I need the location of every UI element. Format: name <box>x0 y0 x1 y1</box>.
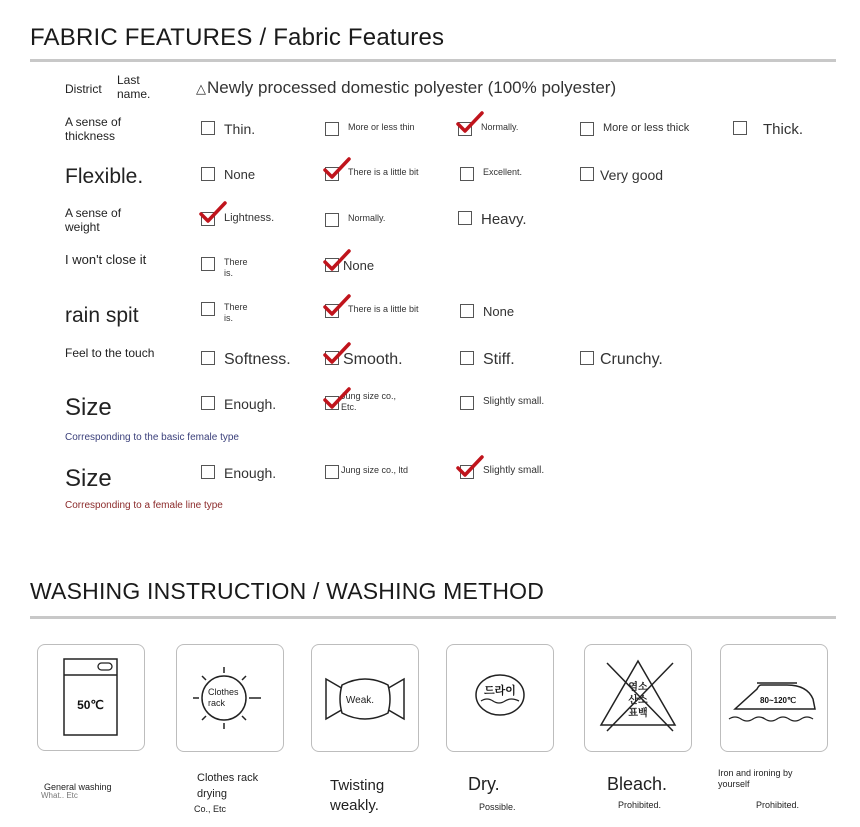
washing-title: WASHING INSTRUCTION / WASHING METHOD <box>30 578 545 604</box>
row-label-thickness: A sense of thickness <box>65 115 122 144</box>
checkbox-checked[interactable] <box>458 122 472 136</box>
rack-card <box>176 644 284 752</box>
checkbox-checked[interactable] <box>325 258 339 272</box>
option-there-is[interactable]: There is. <box>201 257 254 279</box>
iron-icon-text: 80~120℃ <box>760 696 796 705</box>
option-stiff[interactable]: Stiff. <box>460 351 515 369</box>
wash-temp-text: 50℃ <box>77 698 104 712</box>
checkbox-checked[interactable] <box>325 351 339 365</box>
option-enough[interactable]: Enough. <box>201 396 276 412</box>
washtub-icon <box>38 645 144 750</box>
wash-sub: What.. Etc <box>41 791 78 800</box>
option-enough-line[interactable]: Enough. <box>201 465 276 481</box>
twist-icon <box>312 645 418 751</box>
checkbox-checked[interactable] <box>325 167 339 181</box>
bleach-sub: Prohibited. <box>618 800 662 810</box>
option-none[interactable]: None <box>201 167 255 182</box>
row-label-rain-spit: rain spit <box>65 304 139 327</box>
row-label-touch: Feel to the touch <box>65 346 155 360</box>
checkbox-checked[interactable] <box>201 212 215 226</box>
checkbox[interactable] <box>325 122 339 136</box>
option-jung-size-line[interactable]: Jung size co., ltd <box>325 465 408 479</box>
option-normally[interactable]: Normally. <box>458 122 518 136</box>
row-label-size-line: Size <box>65 465 112 492</box>
checkbox-checked[interactable] <box>325 396 339 410</box>
rack-icon-text: Clothes rack <box>208 687 239 708</box>
checkbox[interactable] <box>460 351 474 365</box>
option-none-close[interactable]: None <box>325 258 374 273</box>
checkbox[interactable] <box>201 121 215 135</box>
option-thick[interactable]: Thick. <box>733 121 803 138</box>
checkbox[interactable] <box>201 302 215 316</box>
row-label-flexible: Flexible. <box>65 165 144 188</box>
option-more-or-less-thin[interactable]: More or less thin <box>325 122 415 136</box>
size-line-note: Corresponding to a female line type <box>65 500 223 511</box>
row-label-size-basic: Size <box>65 394 112 421</box>
checkbox[interactable] <box>580 167 594 181</box>
option-more-or-less-thick[interactable]: More or less thick <box>580 122 689 136</box>
twist-label: Twisting weakly. <box>330 777 385 814</box>
option-none-rain[interactable]: None <box>460 304 514 319</box>
size-basic-note: Corresponding to the basic female type <box>65 432 239 443</box>
option-jung-size[interactable]: Jung size co., Etc. <box>325 391 403 413</box>
option-lightness[interactable]: Lightness. <box>201 212 274 226</box>
wash-label: General washing <box>44 782 112 792</box>
checkbox[interactable] <box>325 213 339 227</box>
checkbox[interactable] <box>460 167 474 181</box>
checkbox[interactable] <box>733 121 747 135</box>
checkbox[interactable] <box>460 396 474 410</box>
option-excellent[interactable]: Excellent. <box>460 167 522 181</box>
checkbox-checked[interactable] <box>460 465 474 479</box>
option-very-good[interactable]: Very good <box>580 167 663 183</box>
twist-icon-text: Weak. <box>345 695 375 706</box>
iron-card <box>720 644 828 752</box>
checkbox[interactable] <box>458 211 472 225</box>
material-value-line <box>196 78 616 98</box>
dry-clean-icon <box>447 645 553 751</box>
row-label-close: I won't close it <box>65 252 147 267</box>
washing-divider <box>30 616 836 619</box>
bleach-card <box>584 644 692 752</box>
dry-icon-text: 드라이 <box>484 684 516 697</box>
iron-label: Iron and ironing by yourself <box>718 768 793 789</box>
option-crunchy[interactable]: Crunchy. <box>580 351 663 369</box>
material-label: District <box>65 82 102 96</box>
checkbox[interactable] <box>580 122 594 136</box>
bleach-icon-text: 염소 산소 표백 <box>628 682 648 719</box>
checkbox[interactable] <box>325 465 339 479</box>
material-prefix: △ <box>196 81 206 96</box>
checkbox[interactable] <box>460 304 474 318</box>
bleach-label: Bleach. <box>607 774 668 794</box>
dry-sub: Possible. <box>479 802 516 812</box>
rack-sub: Co., Etc <box>194 804 227 814</box>
iron-sub: Prohibited. <box>756 800 800 810</box>
twist-card <box>311 644 419 752</box>
fabric-title: FABRIC FEATURES / Fabric Features <box>30 24 445 51</box>
checkbox[interactable] <box>201 396 215 410</box>
option-there-is-rain[interactable]: There is. <box>201 302 254 324</box>
iron-icon <box>721 645 827 751</box>
checkbox-checked[interactable] <box>325 304 339 318</box>
option-softness[interactable]: Softness. <box>201 351 291 369</box>
option-heavy[interactable]: Heavy. <box>458 211 527 228</box>
material-value: Newly processed domestic polyester (100% polyester) <box>207 78 617 97</box>
checkbox[interactable] <box>201 257 215 271</box>
option-little-bit-rain[interactable]: There is a little bit <box>325 304 419 318</box>
option-slightly-small-line[interactable]: Slightly small. <box>460 465 544 479</box>
checkbox[interactable] <box>201 465 215 479</box>
option-slightly-small[interactable]: Slightly small. <box>460 396 544 410</box>
material-sublabel: Last name. <box>117 73 151 102</box>
checkbox[interactable] <box>201 351 215 365</box>
wash-card <box>37 644 145 751</box>
option-little-bit[interactable]: There is a little bit <box>325 167 419 181</box>
checkbox[interactable] <box>580 351 594 365</box>
dry-label: Dry. <box>468 774 500 794</box>
checkbox[interactable] <box>201 167 215 181</box>
dry-card <box>446 644 554 752</box>
option-smooth[interactable]: Smooth. <box>325 351 403 369</box>
row-label-weight: A sense of weight <box>65 206 122 235</box>
fabric-divider <box>30 59 836 62</box>
option-thin[interactable]: Thin. <box>201 121 255 137</box>
rack-label: Clothes rack drying <box>197 772 259 800</box>
option-normally-weight[interactable]: Normally. <box>325 213 385 227</box>
